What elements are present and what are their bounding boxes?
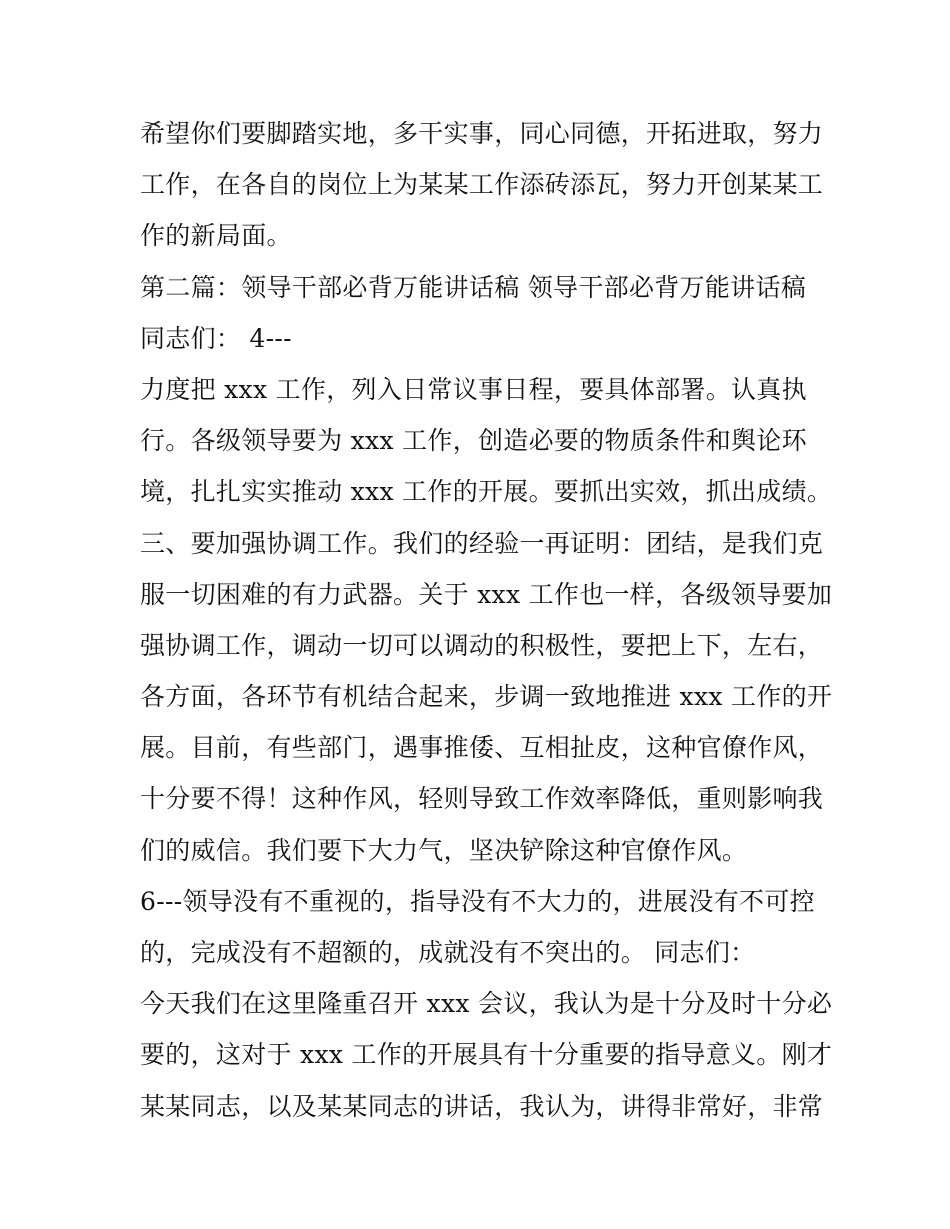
text-line: 各方面，各环节有机结合起来，步调一致地推进 xxx 工作的开 xyxy=(140,682,833,712)
text-line: 服一切困难的有力武器。关于 xxx 工作也一样，各级领导要加 xyxy=(140,579,833,609)
text-line: 三、要加强协调工作。我们的经验一再证明：团结，是我们克 xyxy=(140,528,824,558)
text-line: 工作，在各自的岗位上为某某工作添砖添瓦，努力开创某某工 xyxy=(140,170,824,200)
text-line: 力度把 xxx 工作，列入日常议事日程，要具体部署。认真执 xyxy=(140,374,807,404)
text-line: 境，扎扎实实推动 xxx 工作的开展。要抓出实效，抓出成绩。 xyxy=(140,477,833,507)
text-line: 十分要不得！这种作风，轻则导致工作效率降低，重则影响我 xyxy=(140,784,824,814)
text-line: 希望你们要脚踏实地，多干实事，同心同德，开拓进取，努力 xyxy=(140,119,824,148)
text-line: 行。各级领导要为 xxx 工作，创造必要的物质条件和舆论环 xyxy=(140,426,807,456)
text-line: 要的，这对于 xxx 工作的开展具有十分重要的指导意义。刚才 xyxy=(140,1040,833,1070)
text-line: 强协调工作，调动一切可以调动的积极性，要把上下，左右， xyxy=(140,630,824,660)
section-heading: 第二篇：领导干部必背万能讲话稿 领导干部必背万能讲话稿 xyxy=(140,272,807,302)
text-line: 同志们： 4--- xyxy=(140,323,292,353)
text-line: 某某同志，以及某某同志的讲话，我认为，讲得非常好，非常 xyxy=(140,1091,824,1121)
body-text xyxy=(140,108,833,1132)
text-line: 展。目前，有些部门，遇事推倭、互相扯皮，这种官僚作风， xyxy=(140,733,824,763)
text-line: 今天我们在这里隆重召开 xxx 会议，我认为是十分及时十分必 xyxy=(140,989,833,1019)
text-line: 作的新局面。 xyxy=(140,221,292,251)
text-line: 们的威信。我们要下大力气，坚决铲除这种官僚作风。 xyxy=(140,835,748,865)
text-line: 6---领导没有不重视的，指导没有不大力的，进展没有不可控 xyxy=(140,886,815,916)
text-line: 的，完成没有不超额的，成就没有不突出的。 同志们： xyxy=(140,938,756,967)
